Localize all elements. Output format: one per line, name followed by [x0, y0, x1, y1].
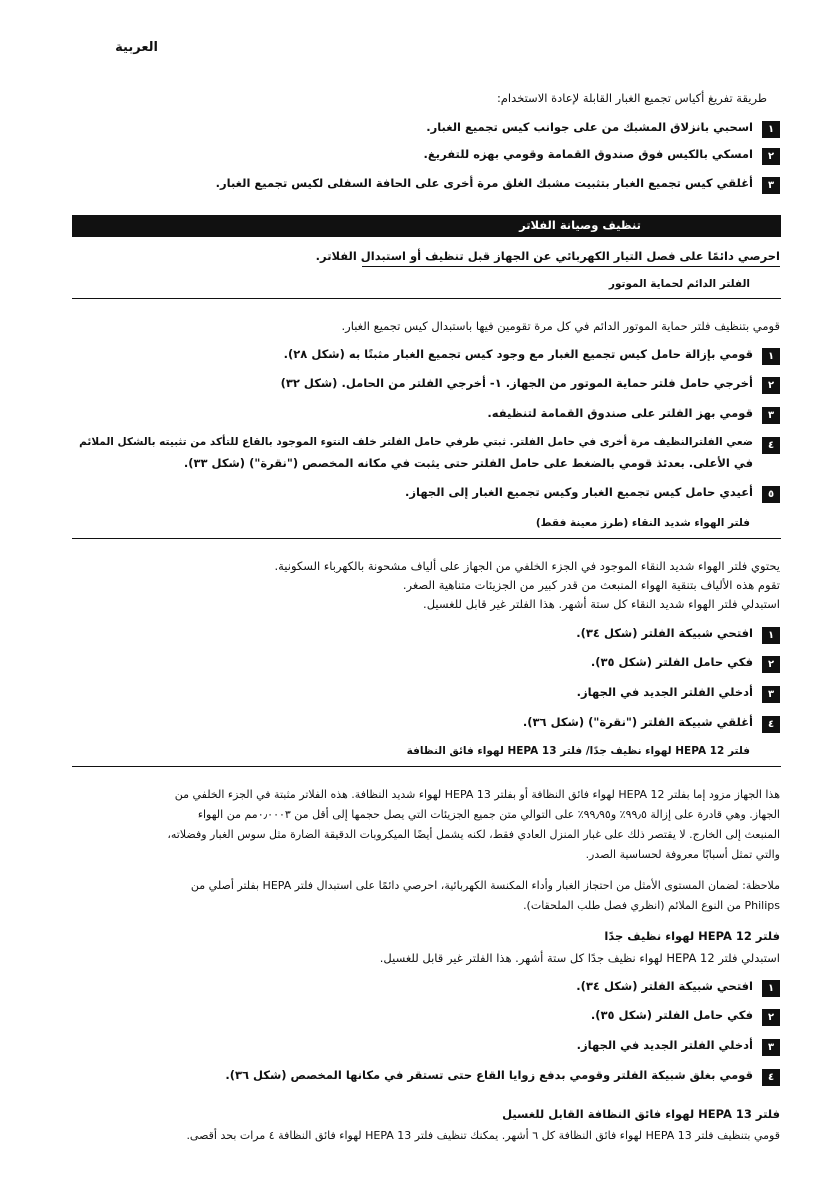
step-number: ٣: [762, 686, 780, 703]
subsection-title: فلتر HEPA 12 لهواء نظيف جدًا/ فلتر HEPA 13 لهواء فائق النظافة: [406, 745, 750, 757]
divider: [72, 298, 781, 299]
step-text: قومي بإزالة حامل كيس تجميع الغبار مع وجود كيس تجميع الغبار مثبتًا به (شكل ٢٨).: [283, 347, 753, 361]
step-text: في الأعلى. بعدئذ قومي بالضغط على حامل الفلتر حتى يثبت في مكانه المخصص ("نقرة") (شكل ٣٣).: [183, 456, 753, 470]
paragraph: قومي بتنظيف فلتر HEPA 13 لهواء فائق النظافة كل ٦ أشهر. يمكنك تنظيف فلتر HEPA 13 لهواء فائق النظافة ٤ مرات بحد أقصى.: [186, 1129, 780, 1142]
step-number: ٢: [762, 148, 780, 165]
step-text: أدخلي الفلتر الجديد في الجهاز.: [576, 1038, 753, 1052]
step-text: أدخلي الفلتر الجديد في الجهاز.: [576, 685, 753, 699]
divider: [72, 538, 781, 539]
step-text: أغلقي كيس تجميع الغبار بتثبيت مشبك الغلق مرة أخرى على الحافة السفلى لكيس تجميع الغبار.: [215, 176, 753, 190]
paragraph: الجهاز. وهي قادرة على إزالة ٩٩٫٥٪ و٩٩٫٩٥٪ على التوالي متن جميع الجزيئات التي يصل حجمها إلى أقل من ٠٫٠٠٠٣مم من الهواء: [197, 808, 780, 821]
note-text: Philips من النوع الملائم (انظري فصل طلب الملحقات).: [523, 899, 780, 912]
step-number: ١: [762, 348, 780, 365]
step-number: ٣: [762, 177, 780, 194]
language-label: العربية: [115, 40, 158, 55]
note-text: ملاحظة: لضمان المستوى الأمثل من احتجاز الغبار وأداء المكنسة الكهربائية، احرصي دائمًا على استبدال فلتر HEPA بفلتر أصلي من: [190, 879, 780, 892]
subsection-title: الفلتر الدائم لحماية الموتور: [608, 278, 750, 290]
step-text: افتحي شبيكة الفلتر (شكل ٣٤).: [576, 626, 753, 640]
step-number: ٢: [762, 656, 780, 673]
step-number: ٤: [762, 716, 780, 733]
step-text: أعيدي حامل كيس تجميع الغبار وكيس تجميع الغبار إلى الجهاز.: [405, 485, 753, 499]
paragraph: والتي تمثل أسبابًا معروفة لحساسية الصدر.: [585, 848, 780, 861]
paragraph: قومي بتنظيف فلتر حماية الموتور الدائم في كل مرة تقومين فيها باستبدال كيس تجميع الغبار.: [341, 319, 780, 333]
step-number: ٢: [762, 1009, 780, 1026]
step-number: ١: [762, 121, 780, 138]
step-text: أغلقي شبيكة الفلتر ("نقرة") (شكل ٣٦).: [522, 715, 753, 729]
step-text: قومي بغلق شبيكة الفلتر وقومي بدفع زوايا القاع حتى تستقر في مكانها المخصص (شكل ٣٦).: [225, 1068, 753, 1082]
subsection-title: فلتر HEPA 12 لهواء نظيف جدًا: [604, 929, 780, 943]
step-text: افتحي شبيكة الفلتر (شكل ٣٤).: [576, 979, 753, 993]
step-number: ٤: [762, 437, 780, 454]
paragraph: استبدلي فلتر HEPA 12 لهواء نظيف جدًا كل ستة أشهر. هذا الفلتر غير قابل للغسيل.: [379, 951, 780, 965]
section-heading-bar: [72, 215, 781, 237]
step-text: ضعي الفلترالنظيف مرة أخرى في حامل الفلتر. ثبتي طرفي حامل الفلتر خلف النتوء الموجود بالقاع للتأكد من تثبيته بالشكل الملائم: [79, 436, 753, 448]
subsection-title: فلتر الهواء شديد النقاء (طرز معينة فقط): [535, 517, 750, 529]
step-number: ٤: [762, 1069, 780, 1086]
step-number: ٥: [762, 486, 780, 503]
divider: [72, 766, 781, 767]
paragraph: يحتوي فلتر الهواء شديد النقاء الموجود في الجزء الخلفي من الجهاز على ألياف مشحونة بالكهرباء السكونية.: [274, 559, 780, 573]
step-number: ٣: [762, 1039, 780, 1056]
step-text: اسحبي بانزلاق المشبك من على جوانب كيس تجميع الغبار.: [426, 120, 753, 134]
step-number: ١: [762, 627, 780, 644]
paragraph: استبدلي فلتر الهواء شديد النقاء كل ستة أشهر. هذا الفلتر غير قابل للغسيل.: [423, 597, 780, 611]
step-number: ٣: [762, 407, 780, 424]
subsection-title: فلتر HEPA 13 لهواء فائق النظافة القابل للغسيل: [502, 1107, 780, 1121]
paragraph: تقوم هذه الألياف بتنقية الهواء المنبعث من قدر كبير من الجزيئات متناهية الصغر.: [402, 578, 780, 592]
section-heading: تنظيف وصيانة الفلاتر: [519, 218, 641, 232]
warning-underline: [362, 266, 780, 267]
step-text: فكي حامل الفلتر (شكل ٣٥).: [590, 655, 753, 669]
section-intro: طريقة تفريغ أكياس تجميع الغبار القابلة لإعادة الاستخدام:: [496, 91, 767, 105]
step-text: فكي حامل الفلتر (شكل ٣٥).: [590, 1008, 753, 1022]
step-text: امسكي بالكيس فوق صندوق القمامة وقومي بهزه للتفريغ.: [423, 147, 753, 161]
paragraph: هذا الجهاز مزود إما بفلتر HEPA 12 لهواء فائق النظافة أو بفلتر HEPA 13 لهواء شديد النظافة. هذه الفلاتر مثبتة في الجزء الخلفي من: [174, 788, 780, 801]
step-text: أخرجي حامل فلتر حماية الموتور من الجهاز. ١- أخرجي الفلتر من الحامل. (شكل ٣٢): [280, 376, 753, 390]
step-number: ١: [762, 980, 780, 997]
step-text: قومي بهز الفلتر على صندوق القمامة لتنظيفه.: [487, 406, 753, 420]
warning-text: احرصي دائمًا على فصل التيار الكهربائي عن الجهاز قبل تنظيف أو استبدال الفلاتر.: [315, 249, 780, 263]
step-number: ٢: [762, 377, 780, 394]
paragraph: المنبعث إلى الخارج. لا يقتصر ذلك على غبار المنزل العادي فقط، لكنه يشمل أيضًا الميكروبات الدقيقة الضارة مثل سوس الغبار وفضلاته،: [167, 828, 780, 841]
